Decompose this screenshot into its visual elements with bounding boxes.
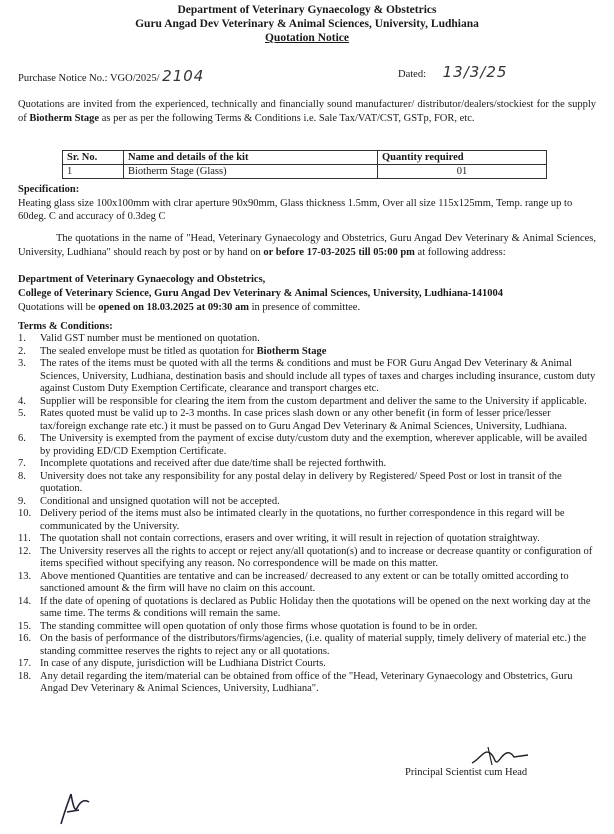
list-item: 11. The quotation shall not contain corrections, erasers and over writing, it will result in rejection of quotation straightway. <box>18 533 540 544</box>
purchase-notice-number <box>18 67 204 85</box>
list-item: 9. Conditional and unsigned quotation will not be accepted. <box>18 495 280 507</box>
notice-date <box>398 63 507 81</box>
specification-label: Specification: <box>18 184 80 195</box>
purchase-notice-label: Purchase Notice No.: VGO/2025/ <box>18 73 160 84</box>
address-line-1: Department of Veterinary Gynaecology and Obstetrics, <box>18 274 266 285</box>
address-line-2: College of Veterinary Science, Guru Angad Dev Veterinary & Animal Sciences, University, Ludhiana-141004 <box>18 287 504 299</box>
list-item: 13. Above mentioned Quantities are tentative and can be increased/ decreased to any extent or can be totally omitted according to sanctioned amount & the firm will have no claim on this account. <box>18 570 569 594</box>
list-item: 2. The sealed envelope must be titled as quotation for Biotherm Stage <box>18 345 327 357</box>
list-item: 16. On the basis of performance of the distributors/firms/agencies, (i.e. quality of material supply, timely delivery of material etc.) the standing committee reserves the rights to reject any or all quotations. <box>18 633 587 657</box>
specification-text: Heating glass size 100x100mm with clrar aperture 90x90mm, Glass thickness 1.5mm, Over all size 115x125mm, Temp. range up to 60deg. C and accuracy of 0.3deg C <box>18 197 573 222</box>
specification-block <box>18 183 596 224</box>
submission-paragraph <box>18 232 596 259</box>
intro-paragraph <box>18 98 596 125</box>
university-heading: Guru Angad Dev Veterinary & Animal Sciences, University, Ludhiana <box>135 18 479 30</box>
column-header-quantity: Quantity required <box>378 151 547 165</box>
list-item: 1. Valid GST number must be mentioned on quotation. <box>18 333 260 344</box>
terms-heading-text: Terms & Conditions: <box>18 321 113 332</box>
list-item: 12. The University reserves all the rights to accept or reject any/all quotation(s) and to increase or decrease quantity or configuration of items specified without specifying any reason. No correspondence will be made on this matter. <box>18 545 593 569</box>
list-item: 17. In case of any dispute, jurisdiction will be Ludhiana District Courts. <box>18 658 326 669</box>
intro-item-name: Biotherm Stage <box>29 112 100 124</box>
handwritten-notice-number: 2104 <box>162 67 205 85</box>
list-item: 14. If the date of opening of quotations is declared as Public Holiday then the quotations will be opened on the next working day at the same time. The terms & conditions will remain the same. <box>18 595 591 619</box>
address-block <box>18 273 596 300</box>
list-item: 8. University does not take any responsibility for any postal delay in delivery by Registered/ Speed Post or lost in transit of the quotation. <box>18 470 562 494</box>
cell-sr-no: 1 <box>63 165 124 179</box>
department-heading: Department of Veterinary Gynaecology & Obstetrics <box>177 4 437 16</box>
opening-text-end: in presence of committee. <box>249 302 361 313</box>
list-item: 15. The standing committee will open quotation of only those firms whose quotation is found to be in order. <box>18 620 478 632</box>
list-item: 3. The rates of the items must be quoted with all the terms & conditions and must be FOR Guru Angad Dev Veterinary & Animal Sciences, University, Ludhiana, destination basis and should include all types of taxes and charges including insurance, custom duty against Custom Duty Exemption Certificate, clearance and transport charges etc. <box>18 358 596 394</box>
cell-quantity: 01 <box>378 165 547 179</box>
list-item: 7. Incomplete quotations and received after due date/time shall be rejected forthwith. <box>18 458 387 469</box>
cell-kit-name: Biotherm Stage (Glass) <box>124 165 378 179</box>
list-item: 6. The University is exempted from the payment of excise duty/custom duty and the exemption, wherever applicable, will be availed by providing ED/CD Exemption Certificate. <box>18 433 587 457</box>
submission-deadline: or before 17-03-2025 till 05:00 pm <box>263 246 415 258</box>
list-item: 18. Any detail regarding the item/material can be obtained from office of the "Head, Veterinary Gynaecology and Obstetrics, Guru Angad Dev Veterinary & Animal Sciences, University, Ludhiana". <box>18 670 573 694</box>
submission-text-end: at following address: <box>414 246 506 258</box>
opening-date: opened on 18.03.2025 at 09:30 am <box>98 302 249 313</box>
handwritten-date: 13/3/25 <box>442 63 508 81</box>
opening-line <box>18 301 596 315</box>
signatory-title: Principal Scientist cum Head <box>405 767 528 778</box>
intro-text-end: as per as per the following Terms & Conditions i.e. Sale Tax/VAT/CST, GSTp, FOR, etc. <box>99 112 475 124</box>
list-item: 10. Delivery period of the items must also be intimated clearly in the quotations, no further correspondence in this regard will be communicated by the University. <box>18 508 565 532</box>
table-row <box>63 165 547 179</box>
terms-list <box>2 333 598 696</box>
kit-table <box>62 150 547 179</box>
handwritten-initial <box>55 790 95 828</box>
terms-heading <box>18 320 596 334</box>
submission-text: The quotations in the name of "Head, Veterinary Gynaecology and Obstetrics, Guru Angad Dev Veterinary & Animal Sciences, University, Ludhiana" should reach by post or by hand on <box>18 233 596 258</box>
date-label: Dated: <box>398 69 426 80</box>
opening-text: Quotations will be <box>18 302 99 313</box>
notice-title: Quotation Notice <box>264 32 349 44</box>
column-header-kit-name: Name and details of the kit <box>124 151 378 165</box>
kit-table-header-row <box>63 151 547 165</box>
list-item: 5. Rates quoted must be valid up to 2-3 months. In case prices slash down or any other benefit (in form of lesser price/lesser tax/foreign exchange rate etc.) it must be passed on to Guru Angad Dev Veterinary & Animal Sciences, University, Ludhiana. <box>18 408 567 432</box>
list-item: 4. Supplier will be responsible for clearing the item from the custom department and deliver the same to the University if applicable. <box>18 395 587 407</box>
column-header-sr-no: Sr. No. <box>63 151 124 165</box>
intro-text: Quotations are invited from the experienced, technically and financially sound manufacturer/ distributor/dealers/stockiest for the supply of <box>18 99 596 124</box>
